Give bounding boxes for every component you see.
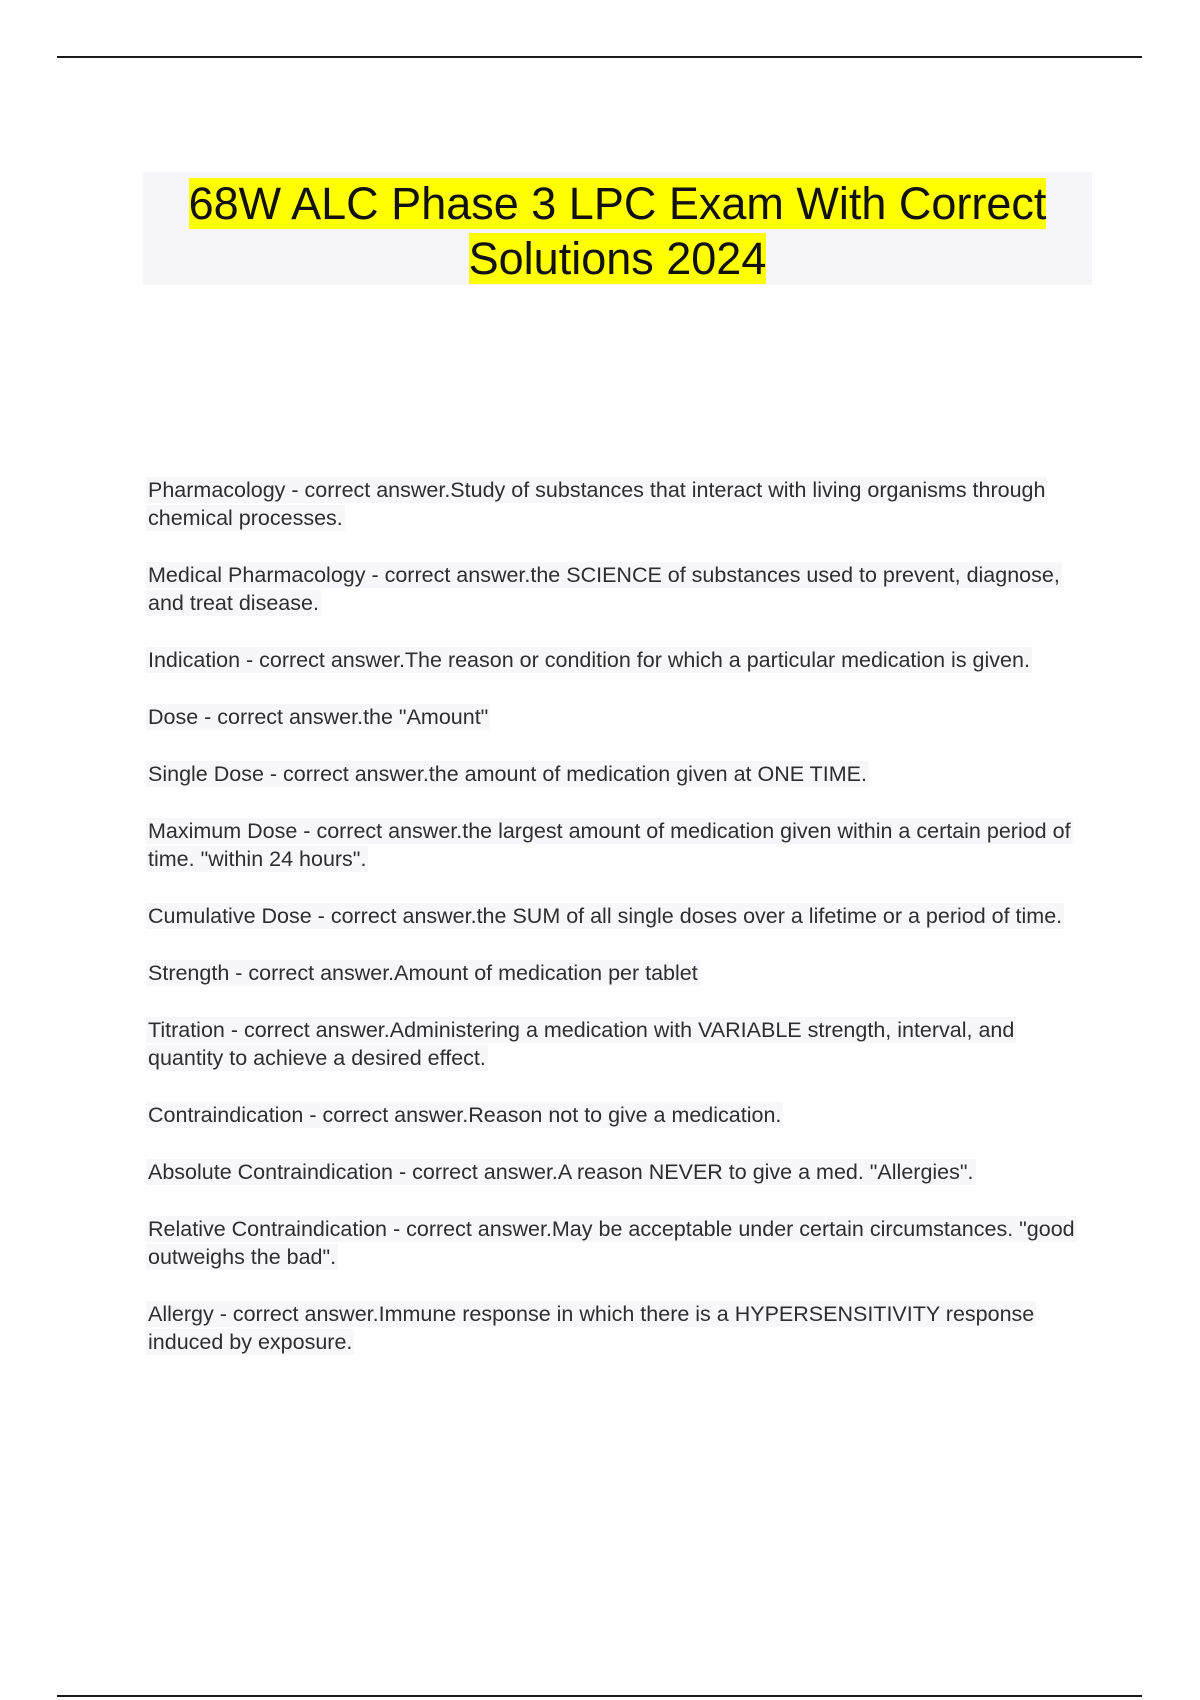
entry-text: Pharmacology - correct answer.Study of substances that interact with living organisms through chemical processes. bbox=[148, 478, 1046, 530]
entry-text: Maximum Dose - correct answer.the largest amount of medication given within a certain period of time. "within 24 hours". bbox=[148, 819, 1071, 871]
bottom-rule bbox=[57, 1695, 1142, 1697]
list-item bbox=[146, 1158, 1076, 1186]
entry-text: Indication - correct answer.The reason or condition for which a particular medication is given. bbox=[148, 648, 1030, 672]
title-highlight: 68W ALC Phase 3 LPC Exam With Correct Solutions 2024 bbox=[188, 178, 1047, 284]
list-item bbox=[146, 1215, 1076, 1271]
document-title bbox=[143, 172, 1092, 286]
entry-text: Cumulative Dose - correct answer.the SUM of all single doses over a lifetime or a period of time. bbox=[148, 904, 1063, 928]
entry-text: Dose - correct answer.the "Amount" bbox=[148, 705, 489, 729]
list-item bbox=[146, 703, 1076, 731]
entry-text: Absolute Contraindication - correct answer.A reason NEVER to give a med. "Allergies". bbox=[148, 1160, 974, 1184]
entry-text: Strength - correct answer.Amount of medication per tablet bbox=[148, 961, 698, 985]
entry-text: Titration - correct answer.Administering a medication with VARIABLE strength, interval, and quantity to achieve a desired effect. bbox=[148, 1018, 1015, 1070]
list-item bbox=[146, 561, 1076, 617]
list-item bbox=[146, 817, 1076, 873]
list-item bbox=[146, 760, 1076, 788]
title-block bbox=[143, 172, 1092, 285]
entry-text: Relative Contraindication - correct answer.May be acceptable under certain circumstances. "good outweighs the bad". bbox=[148, 1217, 1075, 1269]
list-item bbox=[146, 959, 1076, 987]
top-rule bbox=[57, 56, 1142, 58]
list-item bbox=[146, 476, 1076, 532]
list-item bbox=[146, 1300, 1076, 1356]
entry-text: Medical Pharmacology - correct answer.the SCIENCE of substances used to prevent, diagnose, and treat disease. bbox=[148, 563, 1060, 615]
list-item bbox=[146, 902, 1076, 930]
list-item bbox=[146, 1101, 1076, 1129]
flashcard-list bbox=[146, 476, 1076, 1385]
entry-text: Contraindication - correct answer.Reason not to give a medication. bbox=[148, 1103, 782, 1127]
list-item bbox=[146, 1016, 1076, 1072]
entry-text: Single Dose - correct answer.the amount of medication given at ONE TIME. bbox=[148, 762, 867, 786]
entry-text: Allergy - correct answer.Immune response in which there is a HYPERSENSITIVITY response induced by exposure. bbox=[148, 1302, 1035, 1354]
list-item bbox=[146, 646, 1076, 674]
